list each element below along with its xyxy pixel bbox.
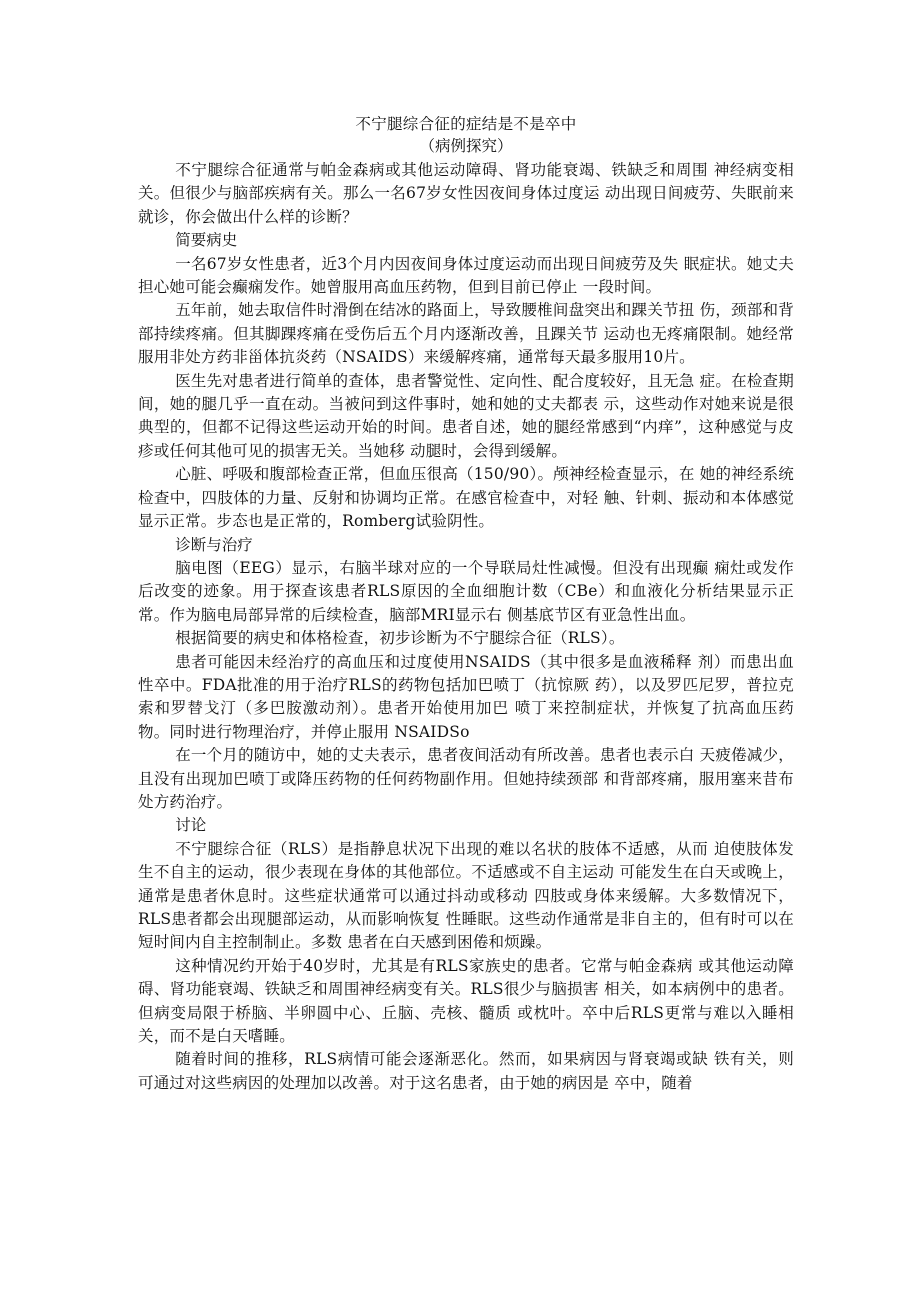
document-title: 不宁腿综合征的症结是不是卒中 [355, 115, 577, 133]
section-heading-discussion: 讨论 [175, 816, 207, 835]
intro-paragraph: 不宁腿综合征通常与帕金森病或其他运动障碍、肾功能衰竭、铁缺乏和周围 神经病变相关。但很少与脑部疾病有关。那么一名67岁女性因夜间身体过度运 动出现日间疲劳、失眠前来就诊，你会做出什么样的诊断？ [138, 161, 794, 226]
diagnosis-paragraph: 脑电图（EEG）显示，右脑半球对应的一个导联局灶性减慢。但没有出现癫 痫灶或发作后改变的迹象。用于探查该患者RLS原因的全血细胞计数（CBe）和血液化分析结果显示正常。作为脑电局部异常的后续检查，脑部MRI显示右 侧基底节区有亚急性出血。 [138, 558, 794, 624]
discussion-paragraph: 随着时间的推移，RLS病情可能会逐渐恶化。然而，如果病因与肾衰竭或缺 铁有关，则可通过对这些病因的处理加以改善。对于这名患者，由于她的病因是 卒中，随着 [138, 1050, 794, 1092]
document-page [138, 113, 794, 1095]
document-subtitle: （病例探究） [419, 137, 513, 155]
diagnosis-paragraph: 在一个月的随访中，她的丈夫表示，患者夜间活动有所改善。患者也表示白 天疲倦减少，且没有出现加巴喷丁或降压药物的任何药物副作用。但她持续颈部 和背部疼痛，服用塞来昔布处方药治疗。 [138, 746, 794, 811]
diagnosis-paragraph: 患者可能因未经治疗的高血压和过度使用NSAIDS（其中很多是血液稀释 剂）而患出血性卒中。FDA批准的用于治疗RLS的药物包括加巴喷丁（抗惊厥 药），以及罗匹尼罗，普拉克索和罗替戈汀（多巴胺激动剂）。患者开始使用加巴 喷丁来控制症状，并恢复了抗高血压药物。同时进行物理治疗，并停止服用 NSAIDSo [138, 652, 794, 741]
discussion-paragraph: 这种情况约开始于40岁时，尤其是有RLS家族史的患者。它常与帕金森病 或其他运动障碍、肾功能衰竭、铁缺乏和周围神经病变有关。RLS很少与脑损害 相关，如本病例中的患者。但病变局限于桥脑、半卵圆中心、丘脑、壳核、髓质 或枕叶。卒中后RLS更常与难以入睡相关，而不是白天嗜睡。 [138, 956, 794, 1046]
history-paragraph: 心脏、呼吸和腹部检查正常，但血压很高（150/90）。颅神经检查显示，在 她的神经系统检查中，四肢体的力量、反射和协调均正常。在感官检查中，对轻 触、针刺、振动和本体感觉显示正常。步态也是正常的，Romberg试验阴性。 [138, 465, 794, 531]
section-heading-diagnosis: 诊断与治疗 [175, 535, 253, 554]
history-paragraph: 一名67岁女性患者，近3个月内因夜间身体过度运动而出现日间疲劳及失 眠症状。她丈夫担心她可能会癫痫发作。她曾服用高血压药物，但到目前已停止 一段时间。 [138, 254, 794, 297]
discussion-paragraph: 不宁腿综合征（RLS）是指静息状况下出现的难以名状的肢体不适感，从而 迫使肢体发生不自主的运动，很少表现在身体的其他部位。不适感或不自主运动 可能发生在白天或晚上，通常是患者休息时。这些症状通常可以通过抖动或移动 四肢或身体来缓解。大多数情况下，RLS患者都会出现腿部运动，从而影响恢复 性睡眠。这些动作通常是非自主的，但有时可以在短时间内自主控制制止。多数 患者在白天感到困倦和烦躁。 [138, 839, 794, 952]
section-heading-history: 简要病史 [175, 231, 238, 250]
history-paragraph: 五年前，她去取信件时滑倒在结冰的路面上，导致腰椎间盘突出和踝关节扭 伤，颈部和背部持续疼痛。但其脚踝疼痛在受伤后五个月内逐渐改善，且踝关节 运动也无疼痛限制。她经常服用非处方药非甾体抗炎药（NSAIDS）来缓解疼痛，通常每天最多服用10片。 [138, 301, 794, 367]
history-paragraph: 医生先对患者进行简单的查体，患者警觉性、定向性、配合度较好，且无急 症。在检查期间，她的腿几乎一直在动。当被问到这件事时，她和她的丈夫都表 示，这些动作对她来说是很典型的，但都不记得这些运动开始的时间。患者自述，她的腿经常感到“内痒”，这种感觉与皮疹或任何其他可见的损害无关。当她移 动腿时，会得到缓解。 [138, 371, 794, 460]
diagnosis-paragraph: 根据简要的病史和体格检查，初步诊断为不宁腿综合征（RLS）。 [175, 629, 625, 648]
